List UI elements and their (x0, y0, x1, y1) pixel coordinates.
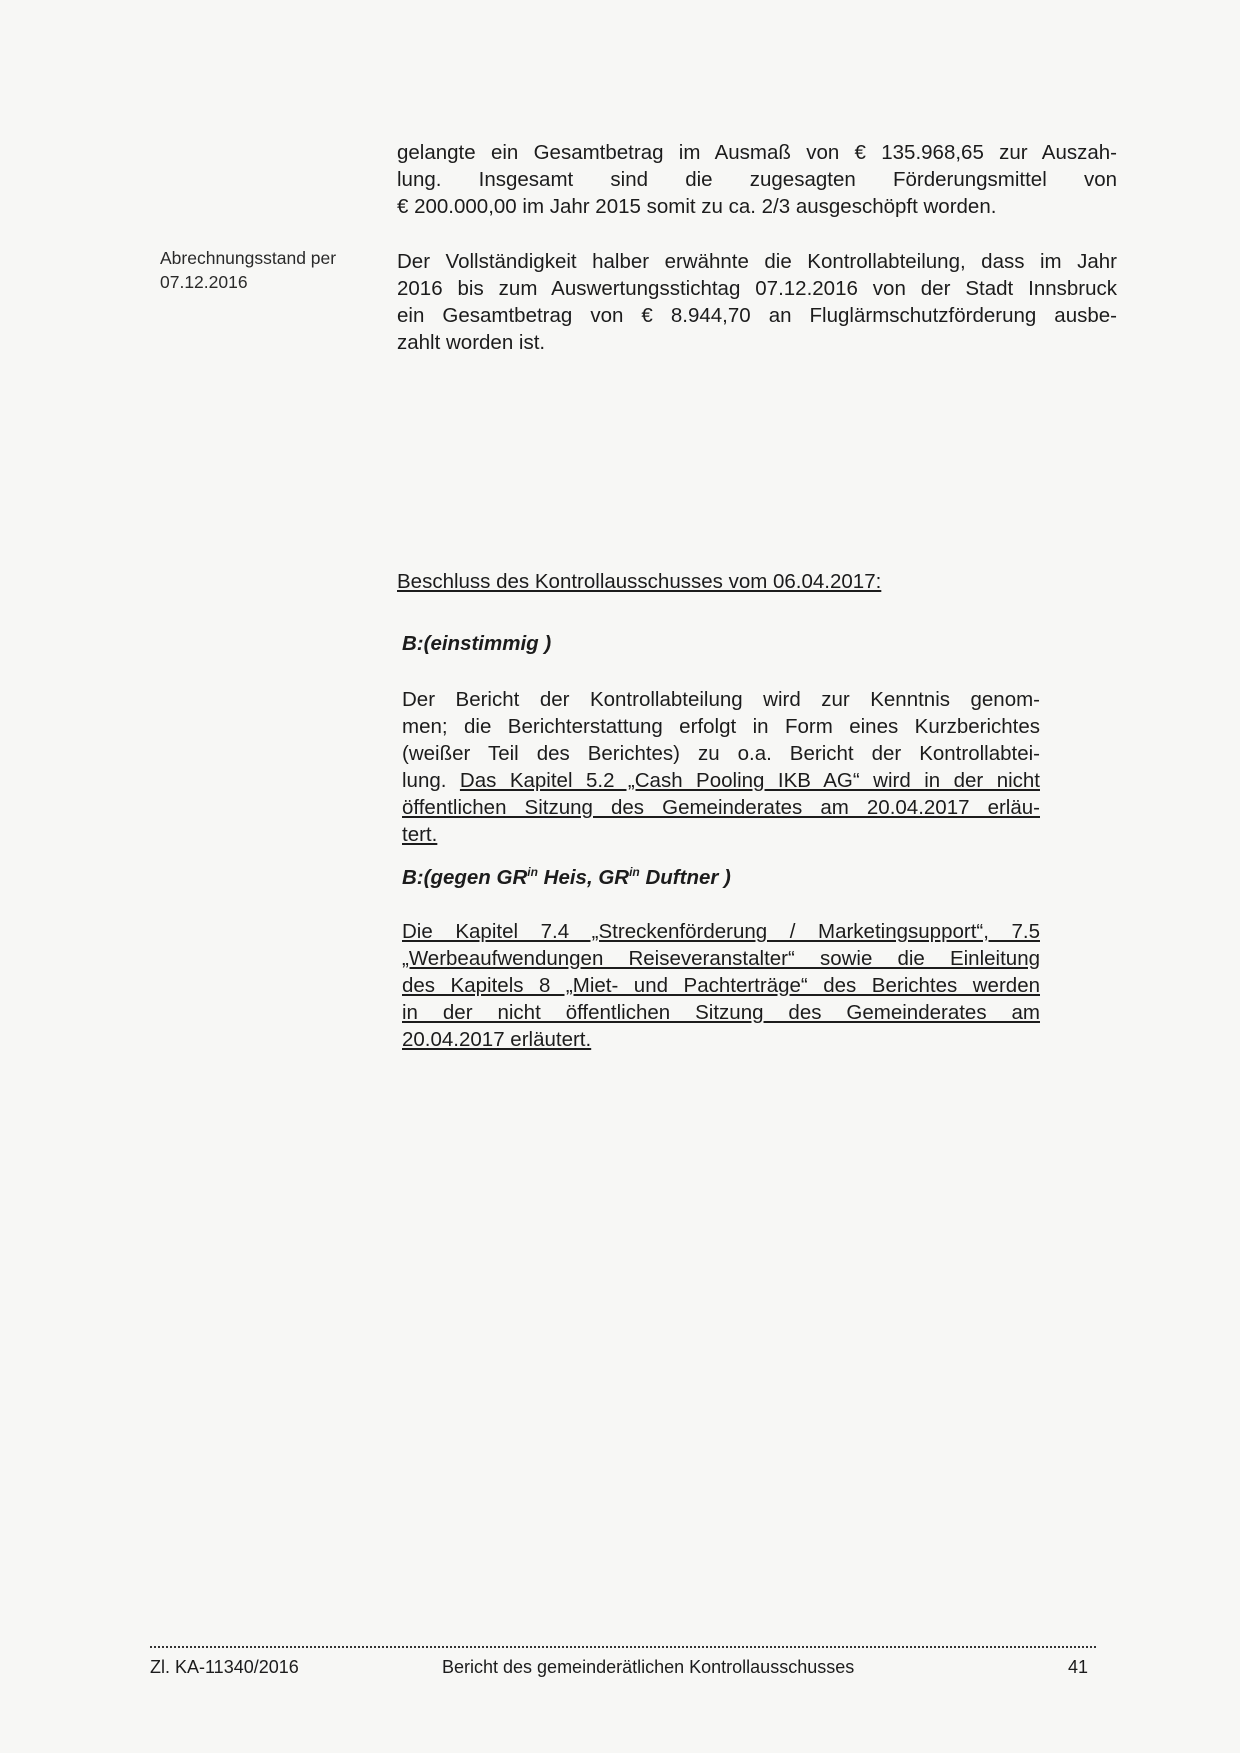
text-line: (weißer Teil des Berichtes) zu o.a. Bericht der Kontrollabtei- (402, 742, 1040, 765)
footer-title: Bericht des gemeinderätlichen Kontrollausschusses (442, 1657, 855, 1677)
margin-note (160, 246, 375, 294)
text-line: zahlt worden ist. (397, 331, 546, 354)
decision-label-against (402, 866, 731, 890)
text-line-underlined: öffentlichen Sitzung des Gemeinderates am 20.04.2017 erläu- (402, 796, 1040, 819)
text-line-underlined: in der nicht öffentlichen Sitzung des Gemeinderates am (402, 1001, 1040, 1024)
text-line-underlined: „Werbeaufwendungen Reiseveranstalter“ sowie die Einleitung (402, 947, 1040, 970)
footer-reference: Zl. KA-11340/2016 (150, 1657, 299, 1677)
decision-1-text (402, 686, 1040, 848)
footer-divider (150, 1646, 1096, 1648)
label-part: Heis, GR (537, 866, 630, 889)
text-line: lung. Insgesamt sind die zugesagten Förderungsmittel von (397, 168, 1117, 191)
text-line: 2016 bis zum Auswertungsstichtag 07.12.2016 von der Stadt Innsbruck (397, 277, 1117, 300)
label-part: B:(gegen GR (402, 866, 528, 889)
second-paragraph (397, 248, 1117, 356)
margin-note-label: Abrechnungsstand per (160, 248, 337, 268)
margin-note-date: 07.12.2016 (160, 272, 248, 292)
text-line: € 200.000,00 im Jahr 2015 somit zu ca. 2/3 ausgeschöpft worden. (397, 195, 997, 218)
text-line-underlined: Die Kapitel 7.4 „Streckenförderung / Marketingsupport“, 7.5 (402, 920, 1040, 943)
text-line: Der Vollständigkeit halber erwähnte die Kontrollabteilung, dass im Jahr (397, 250, 1117, 273)
decision-2-text (402, 918, 1040, 1053)
resolution-heading: Beschluss des Kontrollausschusses vom 06.04.2017: (397, 570, 882, 593)
text-line-underlined: tert. (402, 823, 438, 846)
superscript: in (527, 865, 538, 880)
text-underlined: Das Kapitel 5.2 „Cash Pooling IKB AG“ wird in der nicht (459, 769, 1040, 792)
page-number: 41 (1068, 1657, 1089, 1677)
top-paragraph (397, 139, 1117, 220)
text-line: Der Bericht der Kontrollabteilung wird zur Kenntnis genom- (402, 688, 1040, 711)
text-line-underlined: 20.04.2017 erläutert. (402, 1028, 592, 1051)
text-line: men; die Berichterstattung erfolgt in Form eines Kurzberichtes (402, 715, 1040, 738)
superscript: in (629, 865, 640, 880)
label-part: Duftner ) (639, 866, 731, 889)
text-line (402, 767, 1040, 794)
text-line: ein Gesamtbetrag von € 8.944,70 an Fluglärmschutzförderung ausbe- (397, 304, 1117, 327)
text-line: gelangte ein Gesamtbetrag im Ausmaß von € 135.968,65 zur Auszah- (397, 141, 1117, 164)
text-line-underlined: des Kapitels 8 „Miet- und Pachterträge“ des Berichtes werden (402, 974, 1040, 997)
decision-label-unanimous: B:(einstimmig ) (402, 632, 552, 655)
text-plain: lung. (402, 769, 460, 792)
